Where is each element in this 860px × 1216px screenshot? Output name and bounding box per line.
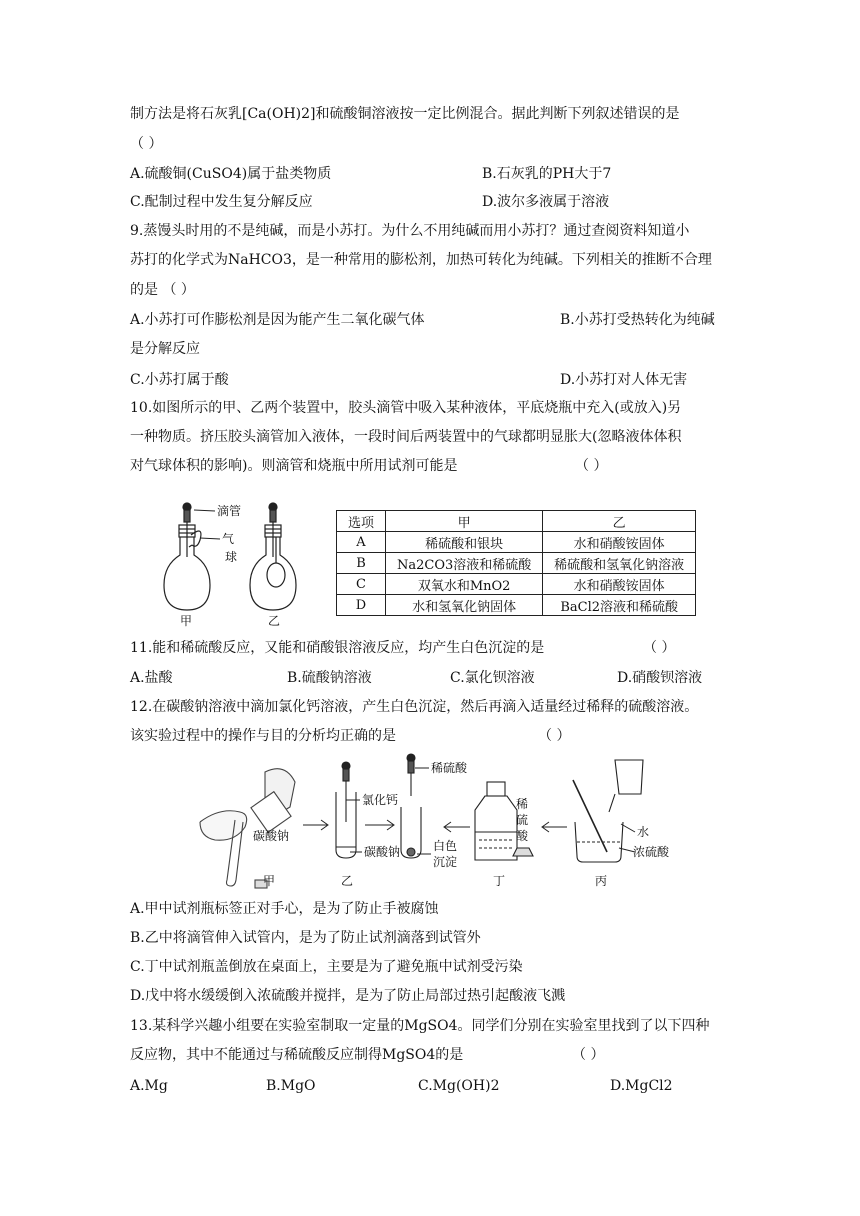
q12-option-b: B.乙中将滴管伸入试管内，是为了防止试剂滴落到试管外 [130, 930, 481, 946]
q11-answer-paren: （ ） [643, 640, 676, 656]
table-row [337, 553, 696, 574]
arrow-icon [365, 820, 394, 830]
q8-option-d: D.波尔多液属于溶液 [482, 194, 610, 210]
label-dropper: 滴管 [217, 504, 242, 518]
label-yi: 乙 [341, 874, 354, 888]
table-cell: 稀硫酸和氢氧化钠溶液 [543, 553, 696, 574]
q8-option-a: A.硫酸铜(CuSO4)属于盐类物质 [130, 166, 332, 182]
label-yi: 乙 [268, 614, 281, 628]
q13-answer-paren: （ ） [572, 1047, 605, 1063]
table-row [337, 595, 696, 616]
label-nongliusuan: 浓硫酸 [633, 845, 670, 859]
q13-option-a: A.Mg [130, 1078, 168, 1094]
label-jia: 甲 [263, 874, 276, 888]
table-cell: 稀硫酸和银块 [386, 532, 543, 553]
table-cell: D [337, 595, 386, 616]
q12-procedure-figure [195, 752, 685, 890]
arrow-icon [542, 822, 567, 832]
flask-yi [250, 503, 296, 610]
label-xi: 稀 [516, 797, 529, 811]
label-xiliusuan: 稀硫酸 [431, 761, 468, 775]
table-cell: 水和氢氧化钠固体 [386, 595, 543, 616]
q10-apparatus-figure [160, 495, 300, 630]
table-header: 选项 [337, 511, 386, 532]
table-cell: A [337, 532, 386, 553]
q13-stem-line2: 反应物，其中不能通过与稀硫酸反应制得MgSO4的是 [130, 1047, 464, 1063]
table-cell: Na2CO3溶液和稀硫酸 [386, 553, 543, 574]
q9-stem-line1: 9.蒸馒头时用的不是纯碱，而是小苏打。为什么不用纯碱而用小苏打？通过查阅资料知道小 [130, 223, 690, 239]
q13-option-d: D.MgCl2 [610, 1078, 673, 1094]
q10-options-table [336, 510, 696, 616]
q13-option-c: C.Mg(OH)2 [418, 1078, 500, 1094]
label-balloon-2: 球 [225, 550, 238, 564]
label-bing: 丙 [595, 874, 608, 888]
q11-option-d: D.硝酸钡溶液 [617, 670, 703, 686]
q10-answer-paren: （ ） [575, 458, 608, 474]
q13-stem-line1: 13.某科学兴趣小组要在实验室制取一定量的MgSO4。同学们分别在实验室里找到了以下四种 [130, 1018, 710, 1034]
table-cell: 水和硝酸铵固体 [543, 532, 696, 553]
label-ding: 丁 [493, 874, 506, 888]
table-cell: B [337, 553, 386, 574]
q8-stem-line2: （ ） [130, 136, 163, 152]
q12-stem-line2: 该实验过程中的操作与目的分析均正确的是 [130, 728, 396, 744]
q10-stem-line1: 10.如图所示的甲、乙两个装置中，胶头滴管中吸入某种液体，平底烧瓶中充入(或放入)另 [130, 400, 682, 416]
q12-option-c: C.丁中试剂瓶盖倒放在桌面上，主要是为了避免瓶中试剂受污染 [130, 959, 523, 975]
label-shui: 水 [637, 825, 650, 839]
table-row [337, 532, 696, 553]
q9-stem-line2: 苏打的化学式为NaHCO3，是一种常用的膨松剂，加热可转化为纯碱。下列相关的推断不合理 [130, 252, 712, 268]
q8-option-c: C.配制过程中发生复分解反应 [130, 194, 313, 210]
table-header-row [337, 511, 696, 532]
table-header: 乙 [543, 511, 696, 532]
table-row [337, 574, 696, 595]
q11-stem: 11.能和稀硫酸反应，又能和硝酸银溶液反应，均产生白色沉淀的是 [130, 640, 545, 656]
q12-answer-paren: （ ） [538, 728, 571, 744]
label-liu: 硫 [516, 813, 529, 827]
label-tansuanna-2: 碳酸钠 [364, 845, 401, 859]
table-header: 甲 [386, 511, 543, 532]
q10-stem-line3: 对气球体积的影响)。则滴管和烧瓶中所用试剂可能是 [130, 458, 458, 474]
q10-stem-line2: 一种物质。挤压胶头滴管加入液体，一段时间后两装置中的气球都明显胀大(忽略液体体积 [130, 429, 682, 445]
label-baise: 白色 [433, 839, 458, 853]
q9-option-b-cont: 是分解反应 [130, 341, 200, 357]
q9-option-b: B.小苏打受热转化为纯碱 [560, 312, 715, 328]
label-lvhuagai: 氯化钙 [362, 793, 399, 807]
q12-stem-line1: 12.在碳酸钠溶液中滴加氯化钙溶液，产生白色沉淀，然后再滴入适量经过稀释的硫酸溶液。 [130, 699, 699, 715]
q9-option-a: A.小苏打可作膨松剂是因为能产生二氧化碳气体 [130, 312, 425, 328]
arrow-icon [303, 820, 328, 830]
label-balloon-1: 气 [222, 532, 235, 546]
q9-option-c: C.小苏打属于酸 [130, 372, 229, 388]
q9-option-d: D.小苏打对人体无害 [560, 372, 688, 388]
flask-jia [164, 503, 210, 610]
table-cell: 双氧水和MnO2 [386, 574, 543, 595]
step-wu [401, 754, 421, 858]
q8-option-b: B.石灰乳的PH大于7 [482, 166, 612, 182]
label-chendian: 沉淀 [433, 855, 458, 869]
label-tansuanna-1: 碳酸钠 [253, 829, 290, 843]
q13-option-b: B.MgO [266, 1078, 316, 1094]
q11-option-a: A.盐酸 [130, 670, 173, 686]
q12-option-d: D.戊中将水缓缓倒入浓硫酸并搅拌，是为了防止局部过热引起酸液飞溅 [130, 988, 566, 1004]
q12-option-a: A.甲中试剂瓶标签正对手心，是为了防止手被腐蚀 [130, 901, 439, 917]
q11-option-b: B.硫酸钠溶液 [287, 670, 372, 686]
q11-option-c: C.氯化钡溶液 [450, 670, 535, 686]
q8-stem-line1: 制方法是将石灰乳[Ca(OH)2]和硫酸铜溶液按一定比例混合。据此判断下列叙述错误的是 [130, 106, 680, 122]
table-cell: BaCl2溶液和稀硫酸 [543, 595, 696, 616]
label-jia: 甲 [180, 614, 193, 628]
q9-stem-line3: 的是 （ ） [130, 282, 195, 298]
table-cell: C [337, 574, 386, 595]
table-cell: 水和硝酸铵固体 [543, 574, 696, 595]
step-yi [336, 762, 356, 858]
arrow-icon [444, 822, 470, 832]
label-suan: 酸 [516, 829, 529, 843]
